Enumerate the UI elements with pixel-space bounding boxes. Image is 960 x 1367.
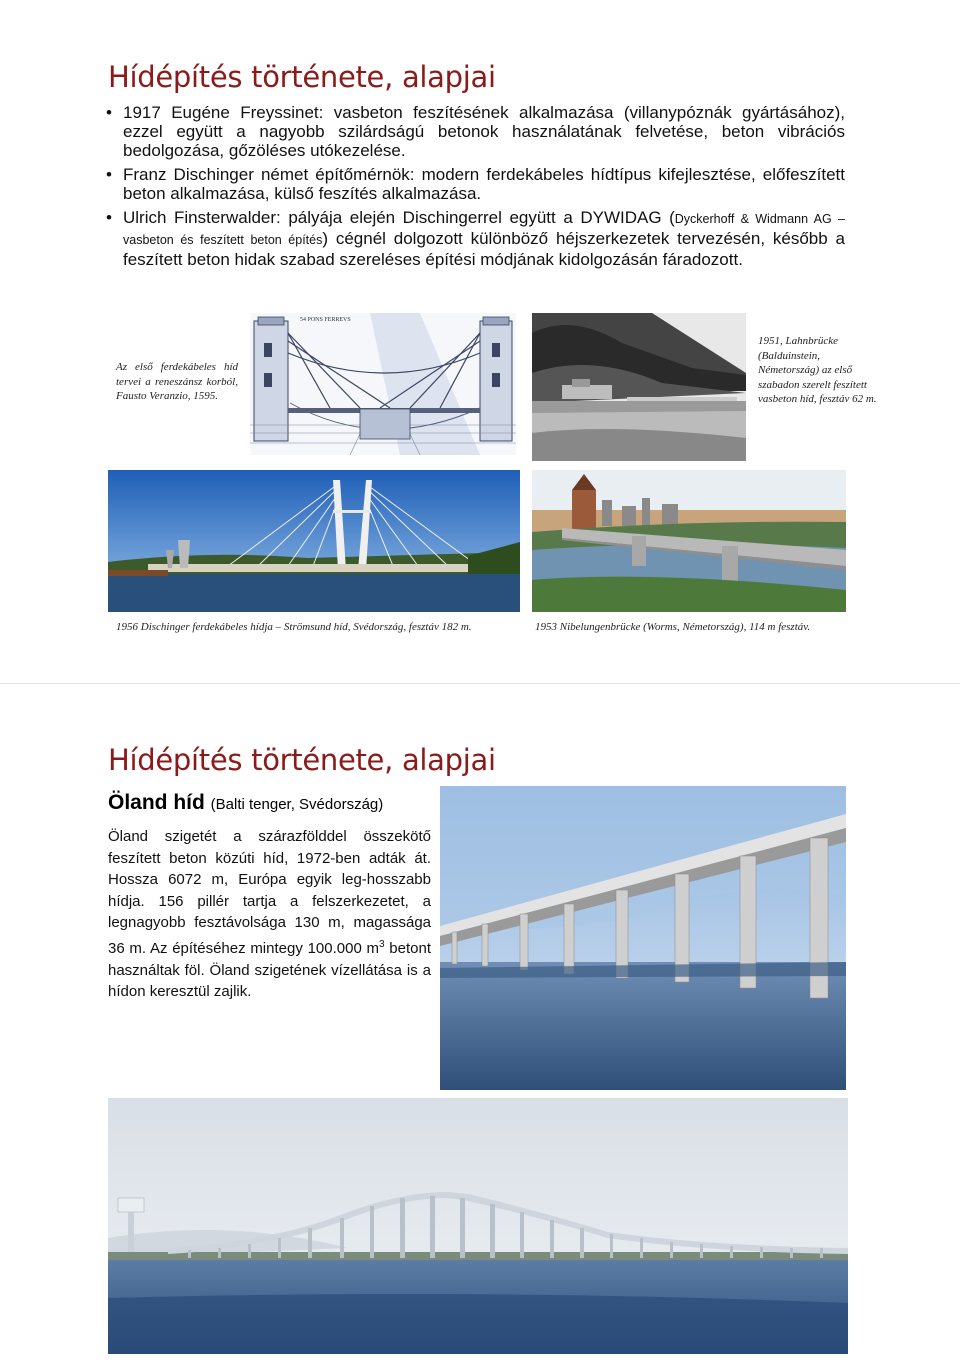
bullet-text: 1917 Eugéne Freyssinet: vasbeton feszítésének alkalmazása (villanypóznák gyártásához), ezzel együtt a nagyobb szilárdságú betonok használatának felvetése, beton vibrációs bedolgozása, gőzöléses utókezelése. bbox=[123, 103, 845, 160]
para-sup: 3 bbox=[379, 938, 385, 950]
bullet-dischinger bbox=[103, 165, 845, 203]
oland-subhead-location: (Balti tenger, Svédország) bbox=[210, 796, 384, 813]
bullet-text-a: Ulrich Finsterwalder: pályája elején Dischingerrel együtt a DYWIDAG ( bbox=[123, 208, 675, 227]
slide2-title: Hídépítés története, alapjai bbox=[108, 743, 496, 777]
oland-bridge-photo-close bbox=[440, 786, 846, 1090]
para-a: Öland szigetét a szárazfölddel összekötő feszített beton közúti híd, 1972-ben adták át. Hossza 6072 m, Európa egyik leg-hosszabb hídja. 156 pillér tartja a felszerkezetet, a legnagyobb fesztávolsága 130 m, magassága 36 m. Az építéséhez mintegy 100.000 m bbox=[108, 828, 431, 957]
caption-nibelungen: 1953 Nibelungenbrücke (Worms, Németország), 114 m fesztáv. bbox=[535, 621, 811, 633]
bullet-freyssinet bbox=[103, 103, 845, 160]
stromsund-bridge-photo bbox=[108, 470, 520, 612]
oland-subhead-name: Öland híd bbox=[108, 791, 205, 814]
nibelungen-bridge-photo bbox=[532, 470, 846, 612]
bullet-text-small: Dyckerhoff & Widmann AG – vasbeton és feszített beton építés bbox=[123, 212, 845, 247]
page-divider bbox=[0, 683, 960, 684]
caption-stromsund: 1956 Dischinger ferdekábeles hídja – Strömsund híd, Svédország, fesztáv 182 m. bbox=[116, 621, 472, 633]
bullet-list bbox=[103, 103, 845, 274]
lahnbrucke-photo bbox=[532, 313, 746, 461]
bullet-text-b: ) cégnél dolgozott különböző héjszerkezetek tervezésén, később a feszített beton hidak szabad szereléses építési módjának kidolgozásán fáradozott. bbox=[123, 229, 845, 269]
caption-veranzio: Az első ferdekábeles híd tervei a reneszánsz korból, Fausto Veranzio, 1595. bbox=[116, 361, 238, 402]
para-b: betont használtak föl. Öland szigetének vízellátása is a hídon keresztül zajlik. bbox=[108, 939, 432, 1001]
veranzio-engraving-image bbox=[250, 313, 516, 455]
caption-lahnbrucke: 1951, Lahnbrücke (Balduinstein, Németország) az első szabadon szerelt feszített vasbeton híd, fesztáv 62 m. bbox=[758, 335, 877, 405]
oland-subhead bbox=[108, 791, 383, 815]
bullet-finsterwalder bbox=[103, 208, 845, 269]
slide1-title: Hídépítés története, alapjai bbox=[108, 60, 496, 94]
bullet-text: Franz Dischinger német építőmérnök: modern ferdekábeles hídtípus kifejlesztése, előfeszített beton alkalmazása, külső feszítés alkalmazása. bbox=[123, 165, 845, 203]
oland-bridge-panorama-photo bbox=[108, 1098, 848, 1354]
engraving-label: 54 PONS FERREVS bbox=[300, 317, 351, 323]
oland-paragraph bbox=[108, 826, 431, 1003]
